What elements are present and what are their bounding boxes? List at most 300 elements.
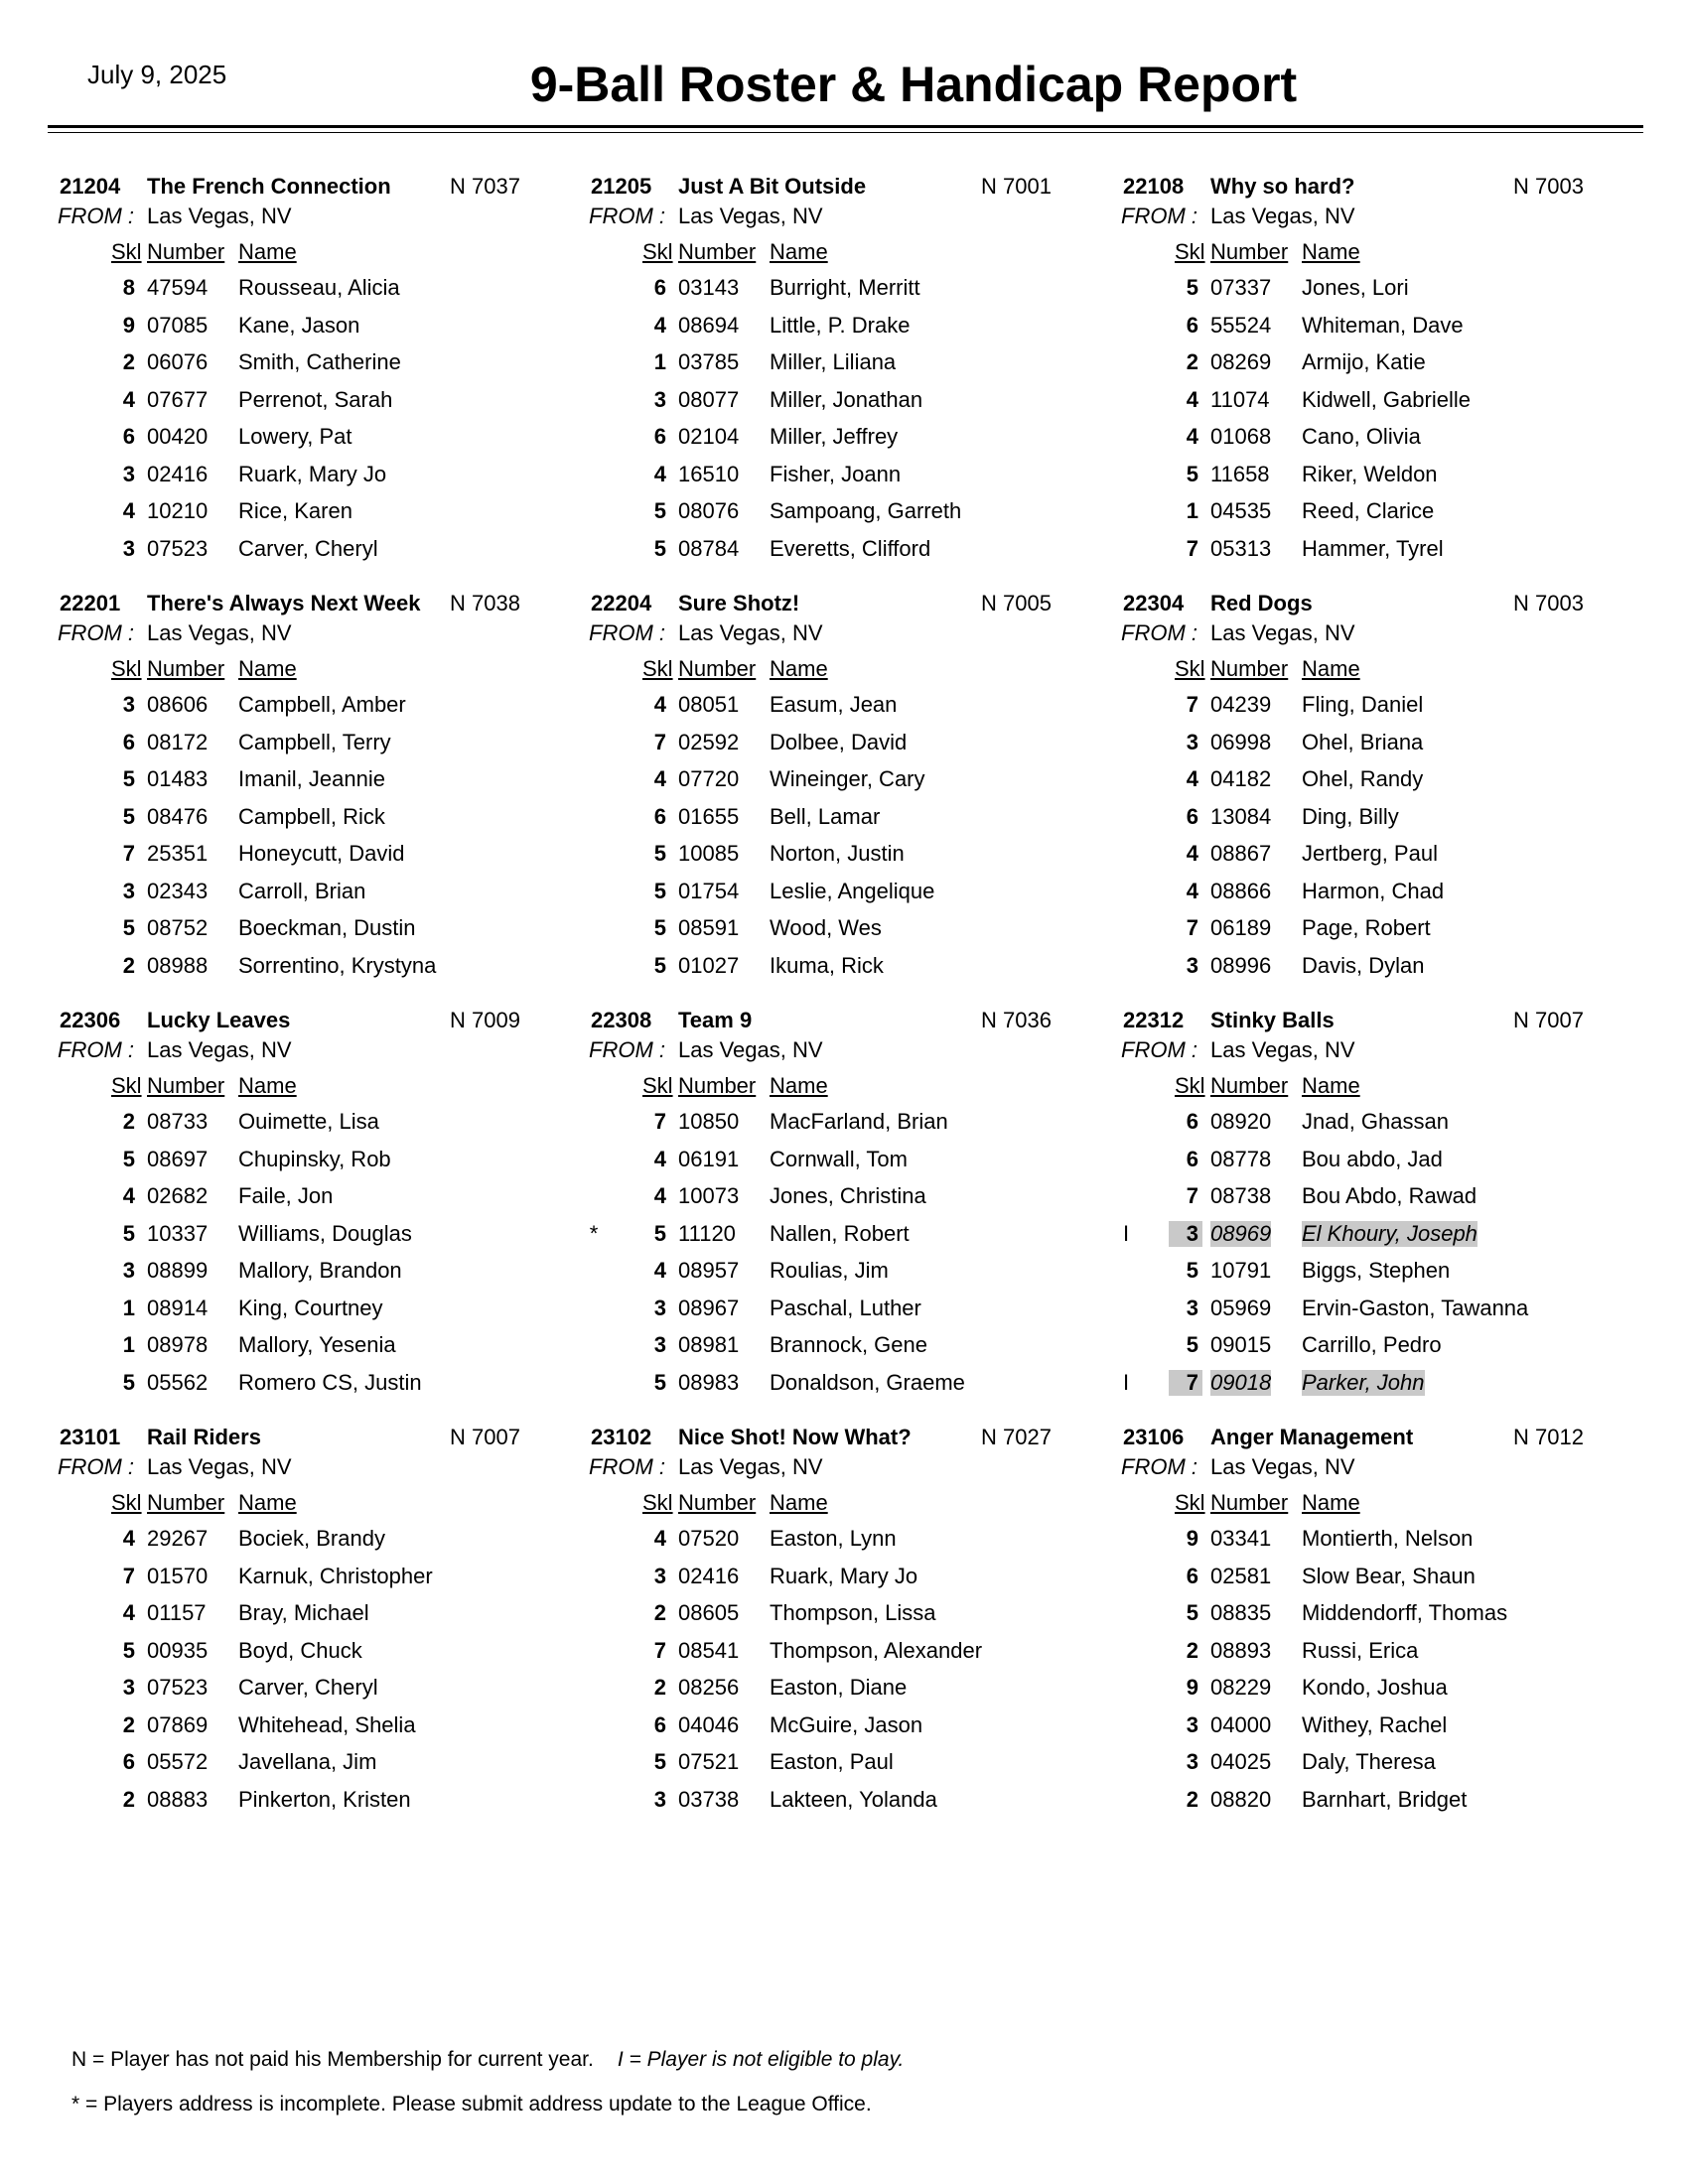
player-skill: 4 <box>653 766 666 791</box>
col-name-header: Name <box>1302 656 1360 681</box>
player-name: Easum, Jean <box>770 692 898 717</box>
player-number: 07520 <box>678 1526 740 1551</box>
team-header <box>1111 591 1627 618</box>
player-name: Romero CS, Justin <box>238 1369 422 1395</box>
player-row <box>579 1294 1095 1331</box>
player-name: Rousseau, Alicia <box>238 275 400 300</box>
player-skill: 6 <box>122 729 135 754</box>
player-skill: 5 <box>1186 461 1198 486</box>
player-name: Mallory, Yesenia <box>238 1332 396 1357</box>
player-name: Ruark, Mary Jo <box>770 1563 918 1588</box>
player-number: 08969 <box>1210 1220 1272 1246</box>
player-skill: 5 <box>122 1369 135 1395</box>
player-number: 03143 <box>678 275 740 300</box>
from-city: Las Vegas, NV <box>147 620 292 645</box>
col-number-header: Number <box>147 239 225 264</box>
player-skill: 6 <box>653 275 666 300</box>
player-name: Campbell, Amber <box>238 692 406 717</box>
player-flag: I <box>1122 1369 1130 1395</box>
column-headers <box>1111 239 1627 267</box>
player-number: 07677 <box>147 386 209 412</box>
team-header <box>1111 1008 1627 1035</box>
col-name-header: Name <box>1302 1490 1360 1515</box>
team-code: N 7036 <box>981 1008 1052 1032</box>
from-city: Las Vegas, NV <box>1210 204 1355 228</box>
player-name: Jones, Lori <box>1302 275 1409 300</box>
player-name: Donaldson, Graeme <box>770 1369 965 1395</box>
player-row <box>1111 311 1627 348</box>
player-number: 08476 <box>147 803 209 829</box>
player-number: 08835 <box>1210 1600 1272 1625</box>
team-id: 22204 <box>591 591 652 615</box>
team-name: The French Connection <box>147 174 391 199</box>
player-number: 08957 <box>678 1258 740 1283</box>
player-row <box>1111 1785 1627 1823</box>
team-code: N 7027 <box>981 1425 1052 1449</box>
player-name: Ohel, Randy <box>1302 766 1424 791</box>
team-from <box>589 620 823 648</box>
player-name: Riker, Weldon <box>1302 461 1438 486</box>
player-name: Parker, John <box>1302 1369 1425 1395</box>
player-skill: 5 <box>653 952 666 978</box>
player-number: 08920 <box>1210 1109 1272 1134</box>
player-skill: 6 <box>1186 1109 1198 1134</box>
player-name: Sampoang, Garreth <box>770 498 962 523</box>
player-skill: 4 <box>653 692 666 717</box>
player-flag: * <box>589 1220 599 1246</box>
player-skill: 6 <box>1186 1563 1198 1588</box>
player-skill: 9 <box>122 312 135 338</box>
player-row <box>48 802 564 840</box>
team-block <box>1111 174 1627 571</box>
team-code: N 7037 <box>450 174 520 199</box>
player-row <box>579 1562 1095 1599</box>
player-number: 05969 <box>1210 1295 1272 1320</box>
player-name: Jertberg, Paul <box>1302 841 1438 866</box>
col-skl-header: Skl <box>642 656 673 681</box>
player-number: 02592 <box>678 729 740 754</box>
player-skill: 3 <box>122 1258 135 1283</box>
player-skill: 2 <box>1186 349 1198 374</box>
player-skill: 6 <box>122 424 135 449</box>
player-number: 00935 <box>147 1637 209 1663</box>
column-headers <box>579 239 1095 267</box>
player-number: 10210 <box>147 498 209 523</box>
player-name: Hammer, Tyrel <box>1302 535 1444 561</box>
player-name: Easton, Paul <box>770 1749 894 1774</box>
player-skill: 2 <box>122 952 135 978</box>
player-number: 08981 <box>678 1332 740 1357</box>
team-code: N 7007 <box>1513 1008 1584 1032</box>
player-row <box>579 839 1095 877</box>
player-row <box>579 1524 1095 1562</box>
player-row <box>1111 1181 1627 1219</box>
player-number: 08983 <box>678 1369 740 1395</box>
player-number: 06076 <box>147 349 209 374</box>
player-skill: 5 <box>653 1369 666 1395</box>
player-skill: 6 <box>1186 803 1198 829</box>
player-name: Carver, Cheryl <box>238 1675 378 1700</box>
col-skl-header: Skl <box>1175 656 1205 681</box>
player-skill: 4 <box>653 312 666 338</box>
from-city: Las Vegas, NV <box>678 1037 823 1062</box>
team-code: N 7001 <box>981 174 1052 199</box>
col-skl-header: Skl <box>111 1073 142 1098</box>
player-row <box>48 1524 564 1562</box>
team-from <box>58 1037 292 1065</box>
player-number: 06998 <box>1210 729 1272 754</box>
team-header <box>579 1425 1095 1452</box>
player-name: Jones, Christina <box>770 1183 926 1208</box>
player-name: Davis, Dylan <box>1302 952 1425 978</box>
player-skill: 2 <box>1186 1637 1198 1663</box>
player-row <box>48 1598 564 1636</box>
player-row <box>579 1107 1095 1145</box>
player-skill: 7 <box>1186 692 1198 717</box>
team-name: Sure Shotz! <box>678 591 800 615</box>
player-row <box>579 1710 1095 1748</box>
player-row <box>579 1219 1095 1257</box>
player-skill: 1 <box>1186 498 1198 523</box>
player-name: Honeycutt, David <box>238 841 405 866</box>
team-header <box>579 174 1095 202</box>
player-number: 02581 <box>1210 1563 1272 1588</box>
player-row <box>48 534 564 572</box>
player-skill: 1 <box>122 1332 135 1357</box>
player-name: Jnad, Ghassan <box>1302 1109 1449 1134</box>
player-skill: 4 <box>1186 386 1198 412</box>
player-row <box>1111 1256 1627 1294</box>
player-name: Biggs, Stephen <box>1302 1258 1451 1283</box>
player-skill: 3 <box>653 1295 666 1320</box>
player-number: 08605 <box>678 1600 740 1625</box>
from-label: FROM : <box>58 620 134 645</box>
player-skill: 6 <box>1186 1146 1198 1171</box>
player-number: 01655 <box>678 803 740 829</box>
title-rule-thin <box>48 132 1643 133</box>
player-row <box>1111 1330 1627 1368</box>
player-name: Easton, Lynn <box>770 1526 897 1551</box>
player-list <box>48 1524 564 1822</box>
player-number: 09018 <box>1210 1369 1272 1395</box>
col-name-header: Name <box>770 656 828 681</box>
player-row <box>1111 1598 1627 1636</box>
player-skill: 4 <box>1186 841 1198 866</box>
player-skill: 9 <box>1186 1526 1198 1551</box>
player-skill: 7 <box>122 841 135 866</box>
player-skill: 7 <box>653 1637 666 1663</box>
player-skill: 3 <box>122 461 135 486</box>
player-row <box>48 1636 564 1674</box>
column-headers <box>579 656 1095 684</box>
player-number: 08077 <box>678 386 740 412</box>
player-number: 16510 <box>678 461 740 486</box>
player-skill: 3 <box>122 878 135 903</box>
player-name: Perrenot, Sarah <box>238 386 393 412</box>
player-number: 08752 <box>147 915 209 940</box>
from-label: FROM : <box>589 1454 665 1479</box>
from-city: Las Vegas, NV <box>678 204 823 228</box>
player-number: 05572 <box>147 1749 209 1774</box>
player-row <box>1111 460 1627 497</box>
player-number: 01570 <box>147 1563 209 1588</box>
player-row <box>1111 347 1627 385</box>
column-headers <box>48 239 564 267</box>
player-row <box>48 1368 564 1406</box>
column-headers <box>1111 656 1627 684</box>
player-name: Burright, Merritt <box>770 275 920 300</box>
player-number: 02416 <box>147 461 209 486</box>
col-skl-header: Skl <box>111 1490 142 1515</box>
col-number-header: Number <box>1210 1073 1289 1098</box>
player-list <box>1111 1107 1627 1405</box>
player-row <box>48 877 564 914</box>
player-skill: 3 <box>1169 1221 1202 1247</box>
from-city: Las Vegas, NV <box>147 1454 292 1479</box>
player-skill: 3 <box>122 535 135 561</box>
player-skill: 2 <box>653 1675 666 1700</box>
title-rule <box>48 125 1643 128</box>
player-number: 07523 <box>147 535 209 561</box>
player-row <box>48 1294 564 1331</box>
player-number: 03341 <box>1210 1526 1272 1551</box>
player-row <box>48 839 564 877</box>
from-city: Las Vegas, NV <box>1210 620 1355 645</box>
team-from <box>589 204 823 231</box>
from-city: Las Vegas, NV <box>678 620 823 645</box>
footer-legend-i: I = Player is not eligible to play. <box>617 2048 905 2071</box>
player-name: Cornwall, Tom <box>770 1146 908 1171</box>
col-skl-header: Skl <box>642 1073 673 1098</box>
player-name: Dolbee, David <box>770 729 908 754</box>
player-name: Faile, Jon <box>238 1183 334 1208</box>
player-number: 08541 <box>678 1637 740 1663</box>
from-label: FROM : <box>58 1037 134 1062</box>
player-name: Little, P. Drake <box>770 312 911 338</box>
player-name: Ouimette, Lisa <box>238 1109 379 1134</box>
player-skill: 1 <box>122 1295 135 1320</box>
player-name: King, Courtney <box>238 1295 383 1320</box>
team-block <box>1111 1425 1627 1822</box>
player-list <box>1111 1524 1627 1822</box>
player-skill: 5 <box>122 915 135 940</box>
player-number: 02343 <box>147 878 209 903</box>
player-skill: 4 <box>122 1600 135 1625</box>
team-name: Lucky Leaves <box>147 1008 291 1032</box>
team-from <box>589 1037 823 1065</box>
player-skill: 7 <box>1169 1370 1202 1396</box>
player-skill: 3 <box>1186 729 1198 754</box>
from-city: Las Vegas, NV <box>1210 1454 1355 1479</box>
player-row <box>579 1181 1095 1219</box>
player-row <box>579 534 1095 572</box>
player-row <box>579 913 1095 951</box>
player-row <box>1111 1747 1627 1785</box>
team-block <box>48 1425 564 1822</box>
player-number: 05313 <box>1210 535 1272 561</box>
col-skl-header: Skl <box>642 1490 673 1515</box>
team-id: 21205 <box>591 174 652 199</box>
player-name: Carrillo, Pedro <box>1302 1332 1442 1357</box>
team-code: N 7038 <box>450 591 520 615</box>
player-row <box>1111 1710 1627 1748</box>
player-number: 05562 <box>147 1369 209 1395</box>
team-block <box>579 591 1095 988</box>
player-name: Harmon, Chad <box>1302 878 1445 903</box>
player-skill: 7 <box>1186 1183 1198 1208</box>
col-skl-header: Skl <box>642 239 673 264</box>
column-headers <box>579 1073 1095 1101</box>
player-row <box>1111 1562 1627 1599</box>
player-name: Smith, Catherine <box>238 349 401 374</box>
player-row <box>48 347 564 385</box>
player-skill: 2 <box>122 1711 135 1737</box>
from-label: FROM : <box>1121 1037 1197 1062</box>
team-code: N 7003 <box>1513 591 1584 615</box>
player-skill: 5 <box>653 535 666 561</box>
col-number-header: Number <box>1210 1490 1289 1515</box>
team-from <box>1121 1454 1355 1482</box>
team-from <box>58 620 292 648</box>
player-number: 02416 <box>678 1563 740 1588</box>
player-row <box>48 1145 564 1182</box>
col-number-header: Number <box>147 1073 225 1098</box>
col-name-header: Name <box>238 1490 297 1515</box>
team-id: 22306 <box>60 1008 121 1032</box>
player-name: Montierth, Nelson <box>1302 1526 1474 1551</box>
player-skill: 5 <box>122 1146 135 1171</box>
player-row <box>1111 422 1627 460</box>
team-id: 22312 <box>1123 1008 1185 1032</box>
player-number: 03738 <box>678 1786 740 1812</box>
player-row <box>48 1785 564 1823</box>
player-row <box>48 764 564 802</box>
player-name: Barnhart, Bridget <box>1302 1786 1468 1812</box>
player-row <box>579 1256 1095 1294</box>
player-list <box>48 1107 564 1405</box>
player-number: 08778 <box>1210 1146 1272 1171</box>
player-name: Reed, Clarice <box>1302 498 1435 523</box>
team-id: 23106 <box>1123 1425 1185 1449</box>
player-row <box>1111 1219 1627 1257</box>
team-name: Stinky Balls <box>1210 1008 1335 1032</box>
player-skill: 4 <box>1186 424 1198 449</box>
player-row <box>48 951 564 989</box>
player-number: 08229 <box>1210 1675 1272 1700</box>
player-number: 08978 <box>147 1332 209 1357</box>
player-name: Boyd, Chuck <box>238 1637 362 1663</box>
player-name: Williams, Douglas <box>238 1220 412 1246</box>
col-name-header: Name <box>770 1073 828 1098</box>
player-row <box>48 422 564 460</box>
player-name: Nallen, Robert <box>770 1220 910 1246</box>
player-skill: 6 <box>1186 312 1198 338</box>
player-row <box>579 311 1095 348</box>
player-name: Fling, Daniel <box>1302 692 1424 717</box>
player-row <box>1111 1107 1627 1145</box>
player-skill: 5 <box>1186 1258 1198 1283</box>
player-skill: 3 <box>653 1332 666 1357</box>
player-row <box>48 1181 564 1219</box>
player-name: Bell, Lamar <box>770 803 881 829</box>
player-name: Paschal, Luther <box>770 1295 921 1320</box>
player-skill: 4 <box>653 1146 666 1171</box>
player-skill: 4 <box>122 1526 135 1551</box>
player-number: 08733 <box>147 1109 209 1134</box>
player-number: 07521 <box>678 1749 740 1774</box>
player-row <box>1111 273 1627 311</box>
player-number: 55524 <box>1210 312 1272 338</box>
from-label: FROM : <box>589 1037 665 1062</box>
footer-legend-n: N = Player has not paid his Membership for current year. <box>71 2048 594 2071</box>
player-number: 08591 <box>678 915 740 940</box>
column-headers <box>1111 1073 1627 1101</box>
player-number: 08697 <box>147 1146 209 1171</box>
team-id: 22201 <box>60 591 121 615</box>
player-row <box>579 951 1095 989</box>
player-skill: 5 <box>653 841 666 866</box>
player-name: Russi, Erica <box>1302 1637 1419 1663</box>
team-name: Why so hard? <box>1210 174 1355 199</box>
column-headers <box>48 1490 564 1518</box>
player-number: 08738 <box>1210 1183 1272 1208</box>
player-number: 06191 <box>678 1146 740 1171</box>
team-block <box>579 1425 1095 1822</box>
player-number: 02682 <box>147 1183 209 1208</box>
player-skill: 4 <box>122 386 135 412</box>
player-skill: 5 <box>122 1220 135 1246</box>
column-headers <box>1111 1490 1627 1518</box>
player-skill: 6 <box>653 803 666 829</box>
player-number: 10791 <box>1210 1258 1272 1283</box>
team-header <box>48 174 564 202</box>
team-header <box>48 591 564 618</box>
player-row <box>48 311 564 348</box>
player-list <box>1111 690 1627 988</box>
player-skill: 6 <box>653 424 666 449</box>
from-label: FROM : <box>589 620 665 645</box>
player-name: Campbell, Rick <box>238 803 385 829</box>
player-row <box>579 273 1095 311</box>
player-number: 04025 <box>1210 1749 1272 1774</box>
player-name: McGuire, Jason <box>770 1711 923 1737</box>
col-number-header: Number <box>678 656 757 681</box>
from-city: Las Vegas, NV <box>147 1037 292 1062</box>
player-number: 04239 <box>1210 692 1272 717</box>
player-number: 08899 <box>147 1258 209 1283</box>
player-name: Bou Abdo, Rawad <box>1302 1183 1477 1208</box>
player-row <box>579 1673 1095 1710</box>
player-row <box>1111 951 1627 989</box>
player-number: 13084 <box>1210 803 1272 829</box>
player-row <box>48 1562 564 1599</box>
col-number-header: Number <box>678 1073 757 1098</box>
player-skill: 7 <box>653 729 666 754</box>
team-code: N 7012 <box>1513 1425 1584 1449</box>
player-row <box>579 764 1095 802</box>
col-number-header: Number <box>147 656 225 681</box>
team-name: Red Dogs <box>1210 591 1313 615</box>
player-skill: 3 <box>1186 1295 1198 1320</box>
player-name: Bray, Michael <box>238 1600 369 1625</box>
player-name: Ervin-Gaston, Tawanna <box>1302 1295 1529 1320</box>
col-skl-header: Skl <box>111 239 142 264</box>
player-skill: 1 <box>653 349 666 374</box>
player-name: MacFarland, Brian <box>770 1109 948 1134</box>
player-row <box>1111 877 1627 914</box>
player-skill: 3 <box>653 386 666 412</box>
team-header <box>579 591 1095 618</box>
